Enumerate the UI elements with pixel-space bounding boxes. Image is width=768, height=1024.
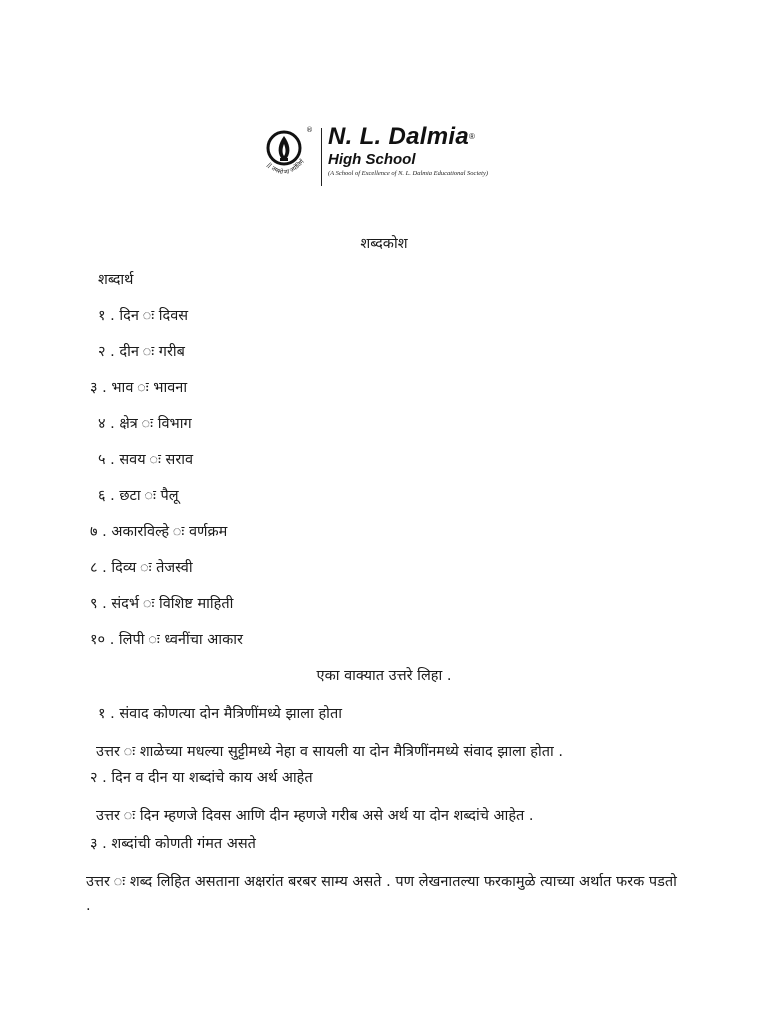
meaning-item: ४ . क्षेत्र ः विभाग [98,416,192,432]
meaning-item: १० . लिपी ः ध्वनींचा आकार [90,632,243,648]
school-name [328,124,475,150]
school-tagline: (A School of Excellence of N. L. Dalmia Educational Society) [328,170,488,177]
school-logo [258,124,508,188]
page-title: शब्दकोश [360,236,408,252]
meanings-heading: शब्दार्थ [98,272,134,288]
meaning-item: १ . दिन ः दिवस [98,308,189,324]
meaning-item: ७ . अकारविल्हे ः वर्णक्रम [90,524,228,540]
school-subtitle: High School [328,151,416,168]
meaning-item: ३ . भाव ः भावना [90,380,188,396]
answer-1: उत्तर ः शाळेच्या मधल्या सुट्टीमध्ये नेहा व सायली या दोन मैत्रिणींनमध्ये संवाद झाला होता . [96,744,563,760]
emblem-motto: || तमसो मा ज्योतिर्ग [265,158,306,177]
answer-2: उत्तर ः दिन म्हणजे दिवस आणि दीन म्हणजे गरीब असे अर्थ या दोन शब्दांचे आहेत . [96,808,534,824]
meaning-item: ९ . संदर्भ ः विशिष्ट माहिती [90,596,234,612]
question-2: २ . दिन व दीन या शब्दांचे काय अर्थ आहेत [90,770,313,786]
emblem-registered-mark: ® [306,126,313,134]
meaning-item: ६ . छटा ः पैलू [98,488,179,504]
meaning-item: ५ . सवय ः सराव [98,452,194,468]
logo-divider [321,128,322,186]
answer-3: उत्तर ः शब्द लिहित असताना अक्षरांत बरबर साम्य असते . पण लेखनातल्या फरकामुळे त्याच्या अर्थात फरक पडतो . [86,874,677,914]
qa-heading: एका वाक्यात उत्तरे लिहा . [316,668,452,684]
meaning-item: ८ . दिव्य ः तेजस्वी [90,560,193,576]
question-3: ३ . शब्दांची कोणती गंमत असते [90,836,256,852]
question-1: १ . संवाद कोणत्या दोन मैत्रिणींमध्ये झाला होता [98,706,342,722]
school-registered-mark: ® [468,132,476,141]
school-name-text: N. L. Dalmia [328,123,469,150]
meaning-item: २ . दीन ः गरीब [98,344,185,360]
